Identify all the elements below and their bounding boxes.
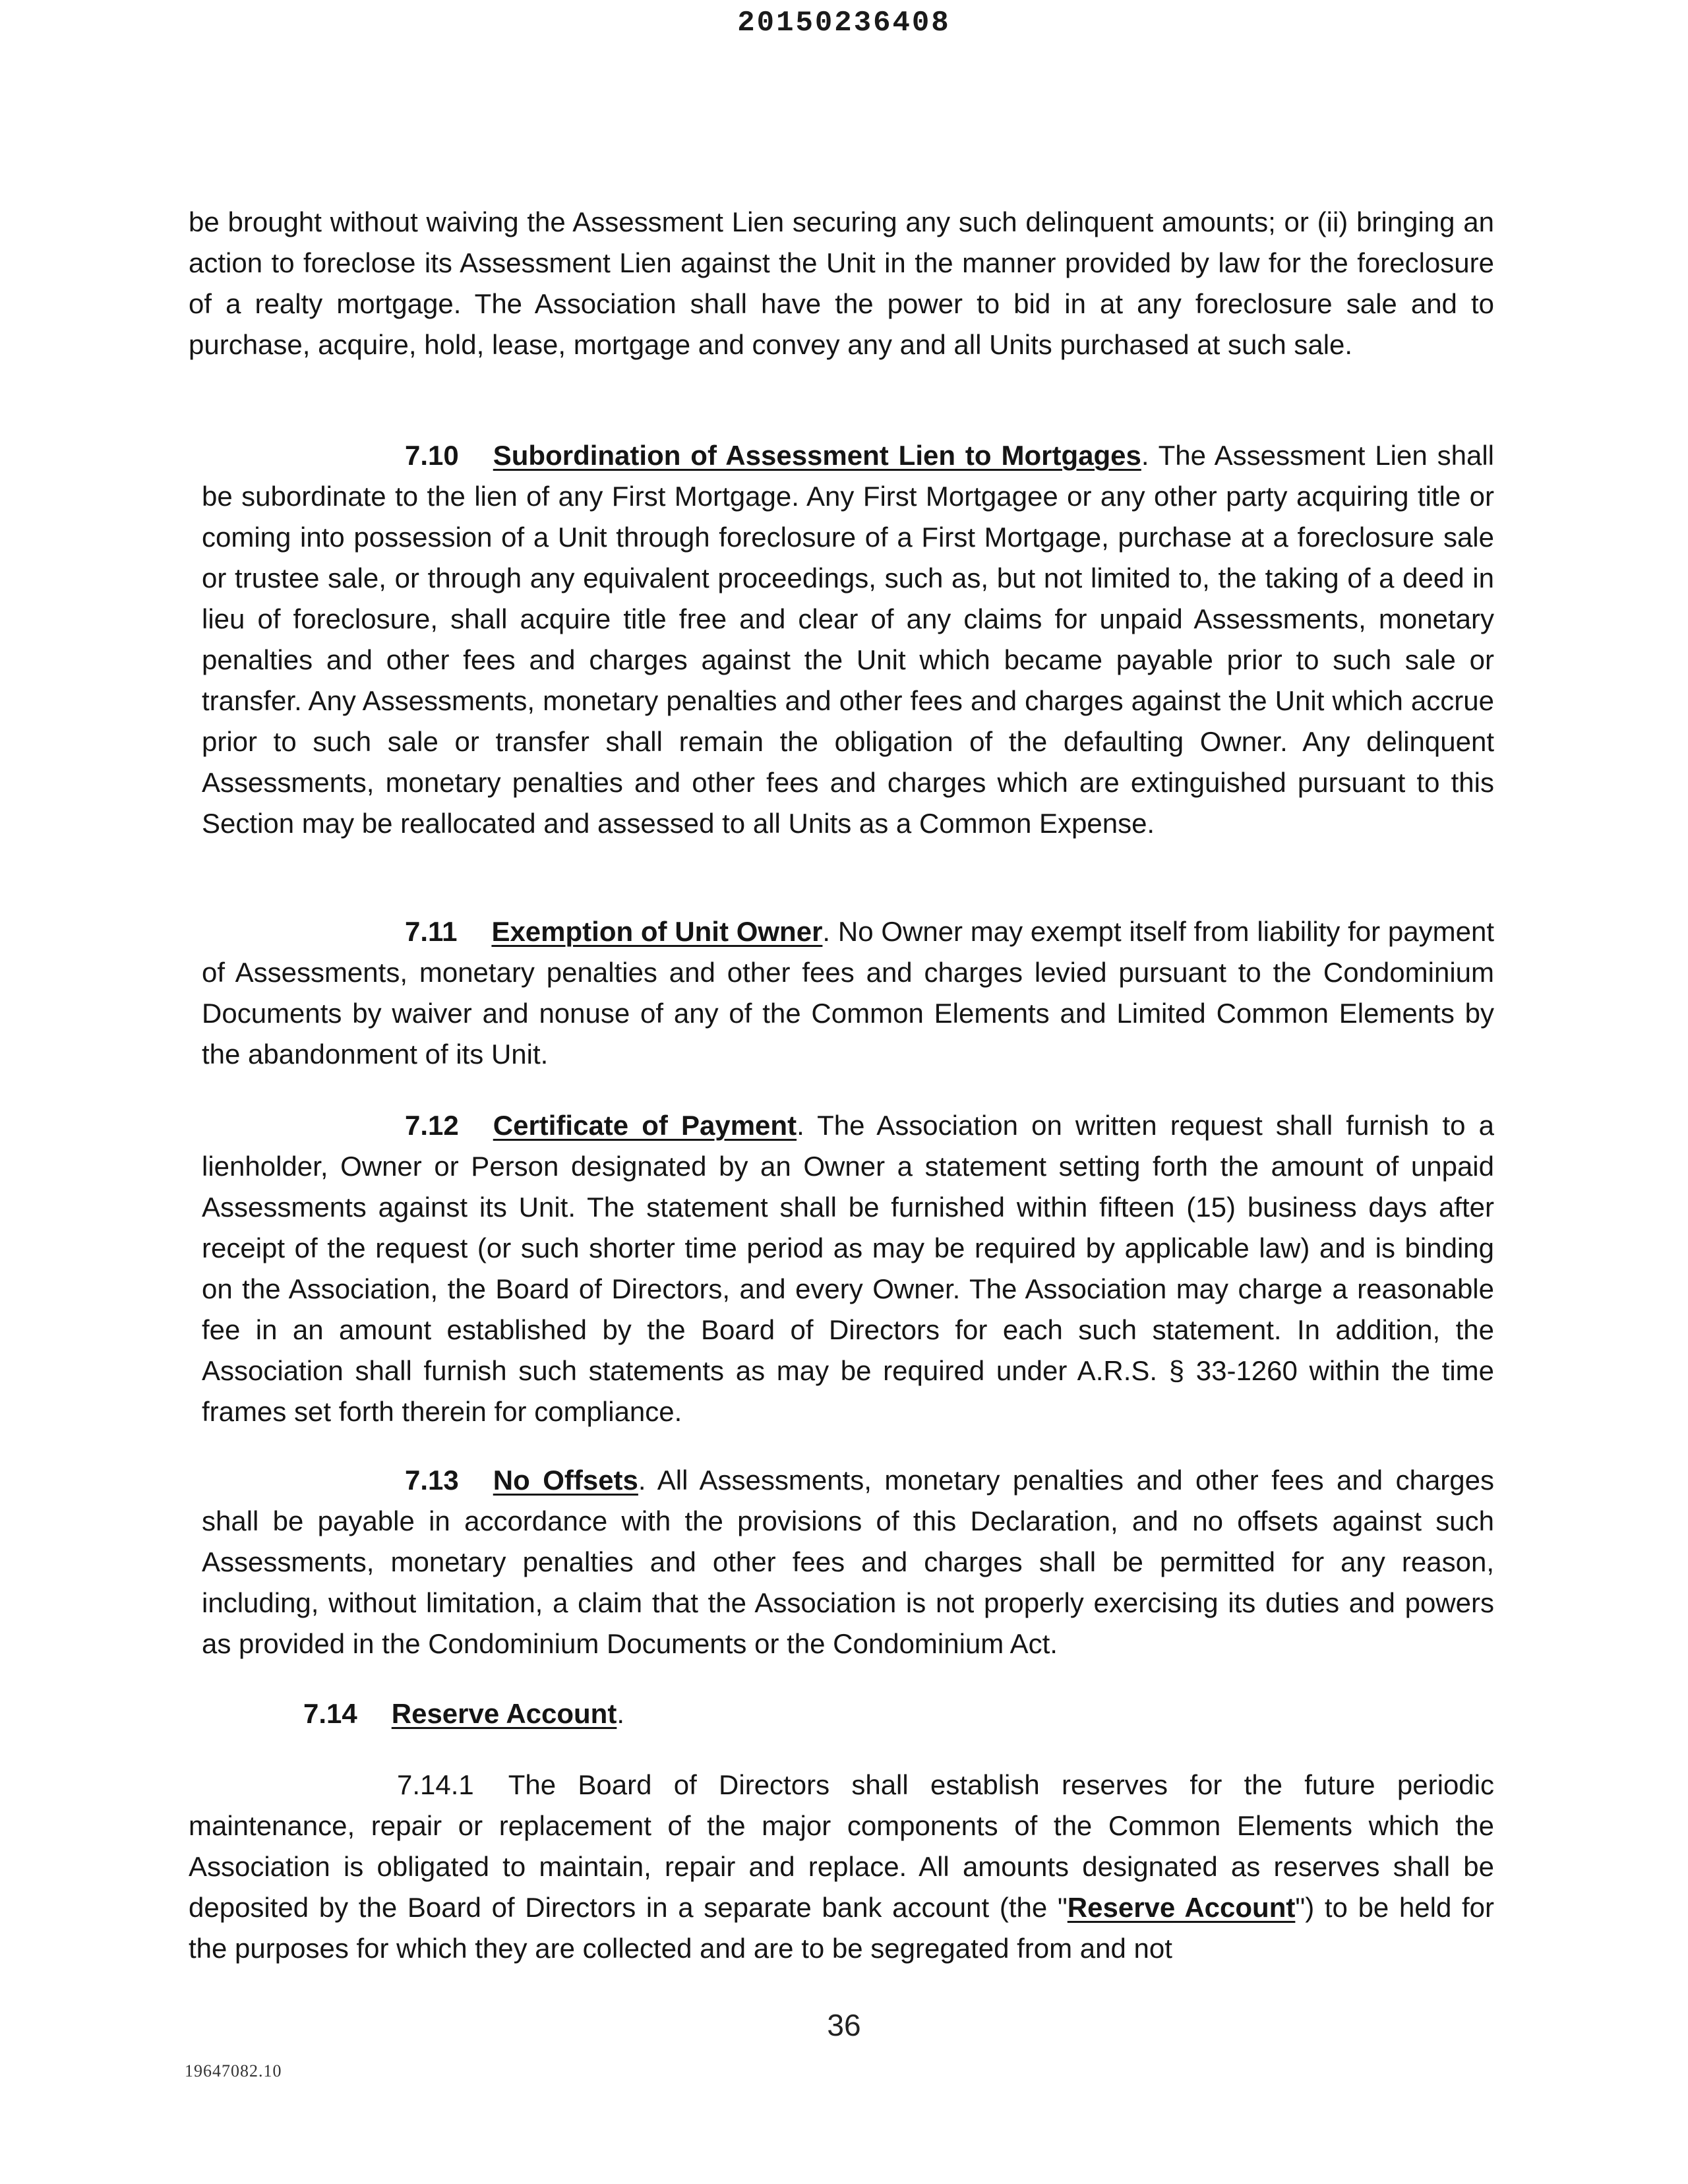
subsection-body-end: ") to be held for the purposes for which they are collected and are to be segregated from and not <box>189 1892 1495 1964</box>
section-7-11: 7.11 Exemption of Unit Owner. No Owner may exempt itself from liability for payment of Assessments, monetary penalties and other fees and charges levied pursuant to the Condominium Documents by waiver and nonuse of any of the Common Elements and Limited Common Elements by the abandonment of its Unit. <box>202 911 1494 1075</box>
section-body: No Owner may exempt itself from liability for payment of Assessments, monetary penalties and other fees and charges levied pursuant to the Condominium Documents by waiver and nonuse of any of the Common Elements and Limited Common Elements by the abandonment of its Unit. <box>202 916 1494 1070</box>
section-body: The Association on written request shall furnish to a lienholder, Owner or Person designated by an Owner a statement setting forth the amount of unpaid Assessments against its Unit. The statement shall be furnished within fifteen (15) business days after receipt of the request (or such shorter time period as may be required by applicable law) and is binding on the Association, the Board of Directors, and every Owner. The Association may charge a reasonable fee in an amount established by the Board of Directors for each such statement. In addition, the Association shall furnish such statements as may be required under A.R.S. § 33-1260 within the time frames set forth therein for compliance. <box>202 1110 1494 1427</box>
section-number: 7.14 <box>303 1698 357 1729</box>
subsection-number: 7.14.1 <box>397 1769 474 1800</box>
section-number: 7.10 <box>405 440 459 471</box>
section-body: All Assessments, monetary penalties and other fees and charges shall be payable in accordance with the provisions of this Declaration, and no offsets against such Assessments, monetary penalties and other fees and charges shall be permitted for any reason, including, without limitation, a claim that the Association is not properly exercising its duties and powers as provided in the Condominium Documents or the Condominium Act. <box>202 1465 1495 1659</box>
section-7-12: 7.12 Certificate of Payment. The Association on written request shall furnish to a lienholder, Owner or Person designated by an Owner a statement setting forth the amount of unpaid Assessments against its Unit. The statement shall be furnished within fifteen (15) business days after receipt of the request (or such shorter time period as may be required by applicable law) and is binding on the Association, the Board of Directors, and every Owner. The Association may charge a reasonable fee in an amount established by the Board of Directors for each such statement. In addition, the Association shall furnish such statements as may be required under A.R.S. § 33-1260 within the time frames set forth therein for compliance. <box>202 1105 1494 1432</box>
subsection-7-14-1 <box>189 1765 1494 1969</box>
section-title: No Offsets <box>493 1465 638 1496</box>
document-code: 19647082.10 <box>185 2061 282 2080</box>
defined-term-reserve-account: Reserve Account <box>1067 1892 1296 1923</box>
section-title: Reserve Account <box>391 1698 617 1729</box>
section-number: 7.13 <box>405 1465 459 1496</box>
recording-number: 20150236408 <box>737 7 951 40</box>
section-title: Exemption of Unit Owner <box>491 916 823 947</box>
section-body: The Assessment Lien shall be subordinate to the lien of any First Mortgage. Any First Mortgagee or any other party acquiring title or coming into possession of a Unit through foreclosure of a First Mortgage, purchase at a foreclosure sale or trustee sale, or through any equivalent proceedings, such as, but not limited to, the taking of a deed in lieu of foreclosure, shall acquire title free and clear of any claims for unpaid Assessments, monetary penalties and other fees and charges against the Unit which became payable prior to such sale or transfer. Any Assessments, monetary penalties and other fees and charges against the Unit which accrue prior to such sale or transfer shall remain the obligation of the defaulting Owner. Any delinquent Assessments, monetary penalties and other fees and charges which are extinguished pursuant to this Section may be reallocated and assessed to all Units as a Common Expense. <box>202 440 1494 839</box>
section-number: 7.12 <box>405 1110 459 1141</box>
subsection-body-start: The Board of Directors shall establish reserves for the future periodic maintenance, repair or replacement of the major components of the Common Elements which the Association is obligated to maintain, repair and replace. All amounts designated as reserves shall be deposited by the Board of Directors in a separate bank account (the " <box>189 1769 1494 1923</box>
page-number: 36 <box>827 2008 861 2042</box>
section-7-13: 7.13 No Offsets. All Assessments, monetary penalties and other fees and charges shall be payable in accordance with the provisions of this Declaration, and no offsets against such Assessments, monetary penalties and other fees and charges shall be permitted for any reason, including, without limitation, a claim that the Association is not properly exercising its duties and powers as provided in the Condominium Documents or the Condominium Act. <box>202 1460 1494 1664</box>
section-7-10: 7.10 Subordination of Assessment Lien to Mortgages. The Assessment Lien shall be subordinate to the lien of any First Mortgage. Any First Mortgagee or any other party acquiring title or coming into possession of a Unit through foreclosure of a First Mortgage, purchase at a foreclosure sale or trustee sale, or through any equivalent proceedings, such as, but not limited to, the taking of a deed in lieu of foreclosure, shall acquire title free and clear of any claims for unpaid Assessments, monetary penalties and other fees and charges against the Unit which became payable prior to such sale or transfer. Any Assessments, monetary penalties and other fees and charges against the Unit which accrue prior to such sale or transfer shall remain the obligation of the defaulting Owner. Any delinquent Assessments, monetary penalties and other fees and charges which are extinguished pursuant to this Section may be reallocated and assessed to all Units as a Common Expense. <box>202 435 1494 844</box>
section-title: Certificate of Payment <box>493 1110 797 1141</box>
section-title: Subordination of Assessment Lien to Mortgages <box>493 440 1141 471</box>
section-number: 7.11 <box>405 916 458 947</box>
continuation-paragraph: be brought without waiving the Assessment Lien securing any such delinquent amounts; or (ii) bringing an action to foreclose its Assessment Lien against the Unit in the manner provided by law for the foreclosure of a realty mortgage. The Association shall have the power to bid in at any foreclosure sale and to purchase, acquire, hold, lease, mortgage and convey any and all Units purchased at such sale. <box>189 206 1494 360</box>
section-7-14-heading: 7.14 Reserve Account. <box>303 1693 1490 1734</box>
